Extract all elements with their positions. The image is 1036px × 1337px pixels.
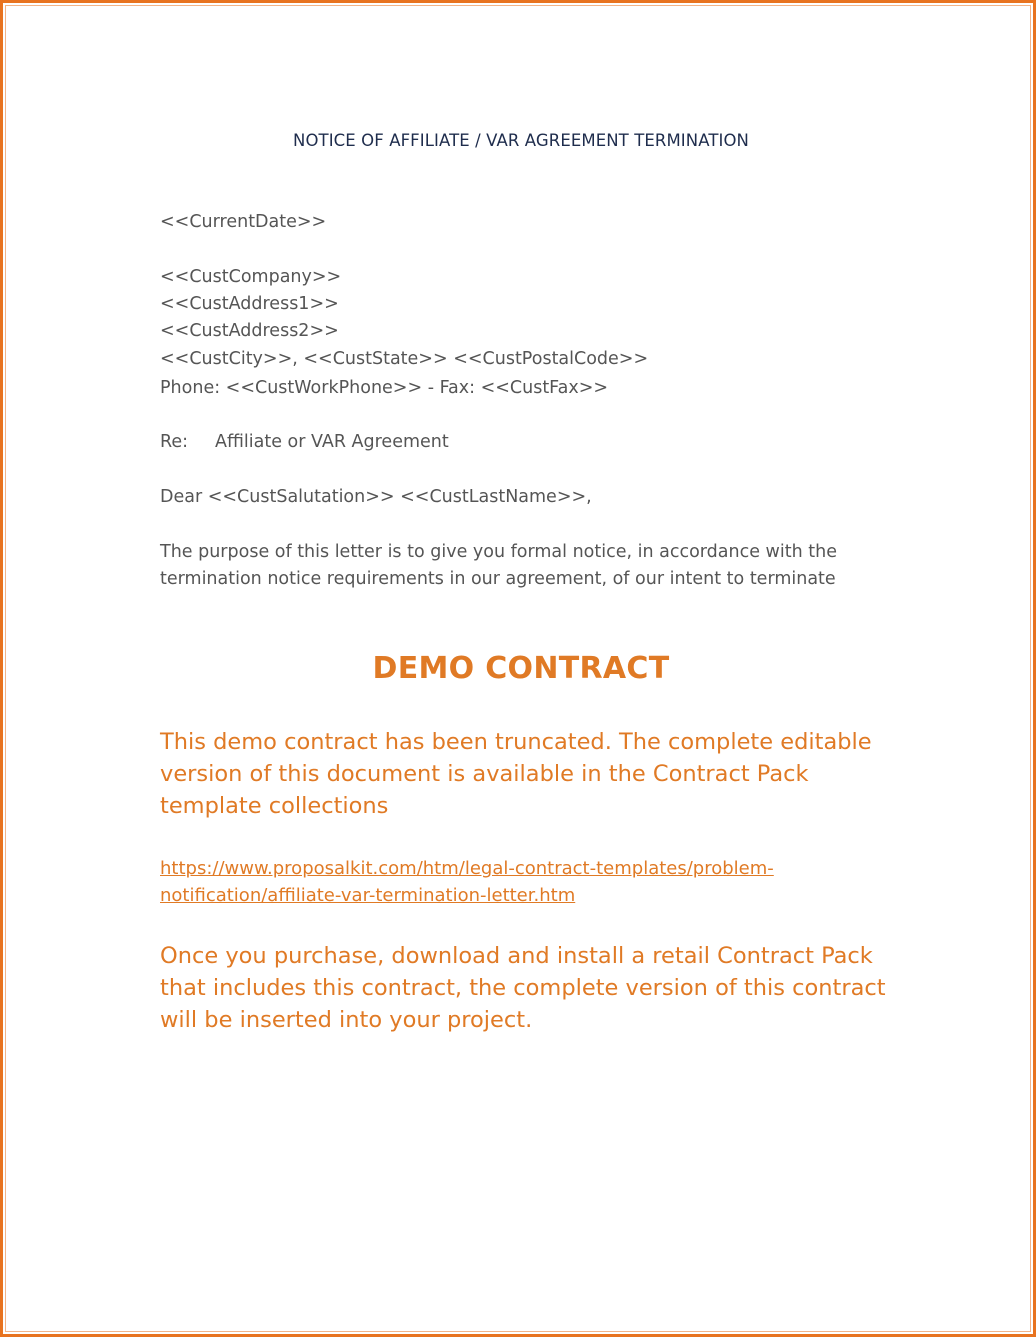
address-company: <<CustCompany>> xyxy=(160,267,342,287)
salutation: Dear <<CustSalutation>> <<CustLastName>>, xyxy=(160,487,592,507)
address-city-state-zip: <<CustCity>>, <<CustState>> <<CustPostalCode>> xyxy=(160,349,649,369)
address-phone-fax: Phone: <<CustWorkPhone>> - Fax: <<CustFax>> xyxy=(160,378,609,398)
re-label: Re: xyxy=(160,432,189,452)
intro-line-2: termination notice requirements in our agreement, of our intent to terminate xyxy=(160,569,836,589)
re-subject: Affiliate or VAR Agreement xyxy=(215,432,449,452)
contract-template-link[interactable] xyxy=(160,855,880,909)
address-line-1: <<CustAddress1>> xyxy=(160,294,339,314)
demo-contract-heading: DEMO CONTRACT xyxy=(372,651,670,686)
intro-line-1: The purpose of this letter is to give you formal notice, in accordance with the xyxy=(160,542,837,562)
address-line-2: <<CustAddress2>> xyxy=(160,321,339,341)
document-title: NOTICE OF AFFILIATE / VAR AGREEMENT TERMINATION xyxy=(293,131,749,150)
demo-purchase-notice: Once you purchase, download and install a retail Contract Pack that includes this contract, the complete version of this contract will be inserted into your project. xyxy=(160,943,886,1033)
contract-template-link-line-2[interactable]: notification/affiliate-var-termination-letter.htm xyxy=(160,885,576,906)
contract-template-link-line-1[interactable]: https://www.proposalkit.com/htm/legal-contract-templates/problem- xyxy=(160,858,774,879)
demo-truncated-notice: This demo contract has been truncated. The complete editable version of this document is available in the Contract Pack template collections xyxy=(160,729,872,819)
current-date-field: <<CurrentDate>> xyxy=(160,212,327,232)
